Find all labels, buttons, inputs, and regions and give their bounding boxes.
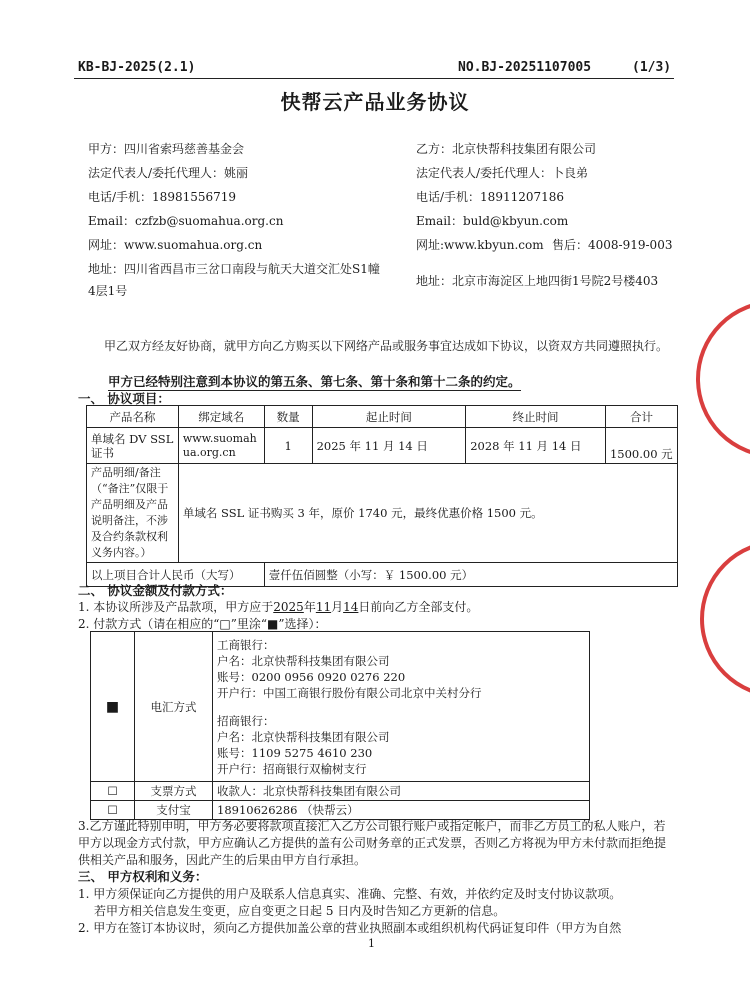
doc-number: NO.BJ-20251107005 bbox=[458, 60, 592, 75]
obligation-1-cont: 若甲方相关信息发生变更，应自变更之日起 5 日内及时告知乙方更新的信息。 bbox=[94, 904, 506, 918]
deadline-year-unit: 年 bbox=[303, 600, 316, 614]
cell-product-name: 单域名 DV SSL 证书 bbox=[87, 428, 179, 464]
doc-code: KB-BJ-2025(2.1) bbox=[78, 60, 196, 75]
page-number: 1 bbox=[368, 937, 375, 950]
th-start-date: 起止时间 bbox=[312, 406, 466, 428]
cell-total: 1500.00 元 bbox=[605, 428, 677, 464]
th-total: 合计 bbox=[605, 406, 677, 428]
intro-paragraph: 甲乙双方经友好协商，就甲方向乙方购买以下网络产品或服务事宜达成如下协议，以资双方共同遵照执行。 bbox=[104, 339, 669, 353]
th-product-name: 产品名称 bbox=[87, 406, 179, 428]
cell-sum-label: 以上项目合计人民币（大写） bbox=[87, 563, 265, 587]
section-1-title: 一、 协议项目： bbox=[78, 391, 170, 406]
party-b-address: 地址：北京市海淀区上地四街1号院2号楼403 bbox=[416, 274, 659, 288]
party-b-phone: 电话/手机：18911207186 bbox=[416, 190, 565, 204]
obligation-2: 2. 甲方在签订本协议时，须向乙方提供加盖公章的营业执照副本或组织机构代码证复印件（甲方为自然 bbox=[78, 921, 622, 935]
bank-line: 工商银行： bbox=[217, 637, 275, 652]
party-a-name: 甲方：四川省索玛慈善基金会 bbox=[88, 142, 245, 156]
deadline-year: 2025 bbox=[273, 600, 304, 614]
alipay-account: 18910626286 （快帮云） bbox=[213, 801, 590, 820]
bank-line: 账号：0200 0956 0920 0276 220 bbox=[217, 669, 406, 684]
wire-label: 电汇方式 bbox=[135, 632, 213, 782]
party-b-rep: 法定代表人/委托代理人：卜良弟 bbox=[416, 166, 589, 180]
alipay-checkbox[interactable]: ☐ bbox=[91, 801, 135, 820]
party-a-rep: 法定代表人/委托代理人：姚丽 bbox=[88, 166, 249, 180]
deadline-day: 14 bbox=[343, 600, 359, 614]
page-title: 快帮云产品业务协议 bbox=[280, 90, 470, 114]
cell-quantity: 1 bbox=[264, 428, 312, 464]
cell-start-date: 2025 年 11 月 14 日 bbox=[312, 428, 466, 464]
party-a-address-2: 4层1号 bbox=[88, 284, 128, 298]
page-indicator: (1/3) bbox=[632, 60, 672, 75]
deadline-prefix: 1. 本协议所涉及产品款项，甲方应于 bbox=[78, 600, 274, 614]
deadline-month: 11 bbox=[315, 600, 332, 614]
th-domain: 绑定域名 bbox=[178, 406, 264, 428]
party-b-name: 乙方：北京快帮科技集团有限公司 bbox=[416, 142, 597, 156]
party-a-phone: 电话/手机：18981556719 bbox=[88, 190, 237, 204]
cell-sum-text: 壹仟伍佰圆整（小写：￥ 1500.00 元） bbox=[264, 563, 677, 587]
section-3-title: 三、 甲方权利和义务： bbox=[78, 869, 208, 884]
party-a-web: 网址：www.suomahua.org.cn bbox=[88, 238, 263, 252]
header-divider bbox=[74, 78, 674, 79]
bank-line: 开户行：中国工商银行股份有限公司北京中关村分行 bbox=[217, 685, 482, 700]
cheque-label: 支票方式 bbox=[135, 782, 213, 801]
obligation-1: 1. 甲方须保证向乙方提供的用户及联系人信息真实、准确、完整、有效，并依约定及时支付协议款项。 bbox=[78, 887, 622, 901]
cell-domain: www.suomahua.org.cn bbox=[178, 428, 264, 464]
bank-line: 开户行：招商银行双榆树支行 bbox=[217, 761, 367, 776]
party-b-hotline: 售后：4008-919-003 bbox=[552, 238, 673, 252]
payment-table bbox=[90, 631, 590, 820]
special-notice: 甲方已经特别注意到本协议的第五条、第七条、第十条和第十二条的约定。 bbox=[108, 374, 521, 389]
deadline-suffix: 日前向乙方全部支付。 bbox=[358, 600, 479, 614]
party-a-address: 地址：四川省西昌市三岔口南段与航天大道交汇处S1幢 bbox=[88, 262, 380, 276]
th-quantity: 数量 bbox=[264, 406, 312, 428]
bank-line: 招商银行： bbox=[217, 713, 275, 728]
cheque-checkbox[interactable]: ☐ bbox=[91, 782, 135, 801]
payment-method-instruction: 2. 付款方式（请在相应的“□”里涂“■”选择）： bbox=[78, 617, 327, 631]
company-seal bbox=[696, 300, 750, 458]
bank-line: 户名：北京快帮科技集团有限公司 bbox=[217, 653, 390, 668]
deadline-month-unit: 月 bbox=[331, 600, 344, 614]
cheque-payee: 收款人：北京快帮科技集团有限公司 bbox=[213, 782, 590, 801]
bank-line: 账号：1109 5275 4610 230 bbox=[217, 745, 373, 760]
payment-note: 3.乙方谨此特别申明，甲方务必要将款项直接汇入乙方公司银行账户或指定帐户，而非乙方员工的私人账户，若甲方以现金方式付款，甲方应确认乙方提供的盖有公司财务章的正式发票，否则乙方将视为甲方未付款而拒绝提供相关产品和服务，因此产生的后果由甲方自行承担。 bbox=[78, 819, 667, 867]
party-b-web: 网址:www.kbyun.com bbox=[416, 238, 544, 252]
wire-bank-info bbox=[213, 632, 590, 782]
alipay-label: 支付宝 bbox=[135, 801, 213, 820]
th-end-date: 终止时间 bbox=[466, 406, 606, 428]
section-2-title: 二、 协议金额及付款方式： bbox=[78, 583, 233, 598]
wire-checkbox[interactable]: ■ bbox=[91, 632, 135, 782]
product-table bbox=[86, 405, 678, 587]
bank-line: 户名：北京快帮科技集团有限公司 bbox=[217, 729, 390, 744]
bank-spacer bbox=[217, 701, 585, 713]
party-a-email: Email：czfzb@suomahua.org.cn bbox=[88, 214, 284, 228]
company-seal bbox=[700, 540, 750, 698]
party-b-email: Email：buld@kbyun.com bbox=[416, 214, 569, 228]
cell-detail-text: 单域名 SSL 证书购买 3 年，原价 1740 元，最终优惠价格 1500 元。 bbox=[178, 464, 677, 563]
cell-end-date: 2028 年 11 月 14 日 bbox=[466, 428, 606, 464]
payment-deadline bbox=[78, 598, 478, 615]
cell-detail-label: 产品明细/备注（“备注”仅限于产品明细及产品说明备注，不涉及合约条款权利义务内容。） bbox=[87, 464, 179, 563]
